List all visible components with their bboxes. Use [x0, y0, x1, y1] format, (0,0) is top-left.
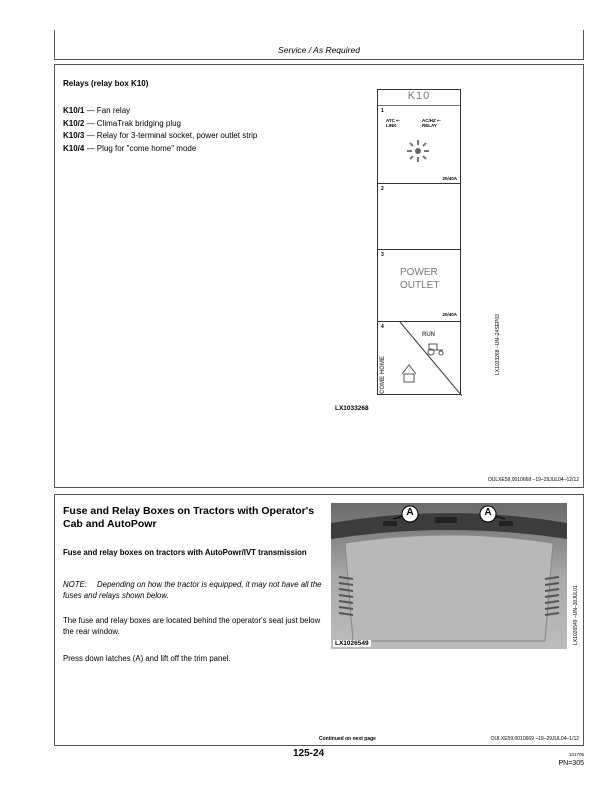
section-footer-code: OULXE59,0010669 –19–29JUL04–1/12: [490, 736, 579, 742]
achz-relay-label: AC/HZ ⇠ RELAY: [422, 118, 441, 128]
fan-icon: [402, 136, 434, 166]
run-label: RUN: [422, 332, 435, 338]
figure-side-label: LX1033268 –UN–24SEP03: [495, 314, 501, 375]
slot-number: 2: [381, 186, 384, 192]
power-outlet-label: POWER OUTLET: [400, 267, 440, 291]
slot-number: 3: [381, 252, 384, 258]
figure-id: LX1026549: [335, 640, 369, 647]
relay-slot-1: [378, 106, 460, 184]
section-footer-code: OULXE59,0010668 –19–29JUL04–12/12: [487, 477, 579, 483]
atc-link-label: ATC ⇠ LINK: [386, 118, 400, 128]
fuse-relay-panel: [54, 494, 584, 746]
note-body: Depending on how the tractor is equipped, it may not have all the fuses and relays shown below.: [63, 580, 322, 600]
paragraph-instruction: Press down latches (A) and lift off the trim panel.: [63, 654, 231, 663]
relay-box-title: K10: [378, 90, 460, 106]
page-header: Service / As Required: [278, 45, 360, 55]
section-title: Fuse and Relay Boxes on Tractors with Operator's Cab and AutoPowr: [63, 505, 315, 530]
slot-diagonal: [378, 322, 462, 396]
page-number: 125-24: [293, 748, 325, 759]
callout-a-left-label: A: [406, 507, 414, 518]
relay-slot-4: [378, 322, 460, 396]
relay-item: K10/1 — Fan relay: [63, 106, 131, 115]
callout-a-right-label: A: [484, 507, 492, 518]
slot-number: 4: [381, 324, 384, 330]
amp-label: 20/40A: [442, 176, 457, 181]
come-home-label: COME HOME: [379, 356, 386, 394]
note: [63, 579, 323, 601]
relay-slot-2: [378, 184, 460, 250]
relay-slot-3: [378, 250, 460, 322]
tractor-icon: [426, 342, 446, 356]
relay-item: K10/4 — Plug for "come home" mode: [63, 143, 197, 153]
figure-id: LX1033268: [335, 405, 369, 412]
relay-box-k10-diagram: [377, 89, 461, 395]
header-divider: [54, 59, 584, 60]
pn-label: PN=305: [558, 760, 584, 767]
relay-item: K10/2 — ClimaTrak bridging plug: [63, 118, 181, 128]
continued-note: Continued on next page: [319, 736, 376, 742]
home-icon: [400, 362, 418, 384]
relay-list: [63, 105, 257, 155]
section-subtitle: Fuse and relay boxes on tractors with AutoPowr/IVT transmission: [63, 548, 307, 557]
note-label: NOTE:: [63, 580, 87, 589]
figure-side-label: LX1026549 –UN–30JUL01: [573, 585, 579, 645]
amp-label: 20/40A: [442, 312, 457, 317]
relays-title: Relays (relay box K10): [63, 79, 149, 88]
relays-panel: [54, 64, 584, 488]
date-code: 101705: [568, 752, 584, 757]
trim-panel-illustration: [331, 503, 567, 649]
paragraph-location: The fuse and relay boxes are located behind the operator's seat just below the rear window.: [63, 616, 321, 636]
relay-item: K10/3 — Relay for 3-terminal socket, power outlet strip: [63, 131, 258, 140]
slot-number: 1: [381, 108, 384, 114]
trim-panel-photo: [331, 503, 567, 649]
